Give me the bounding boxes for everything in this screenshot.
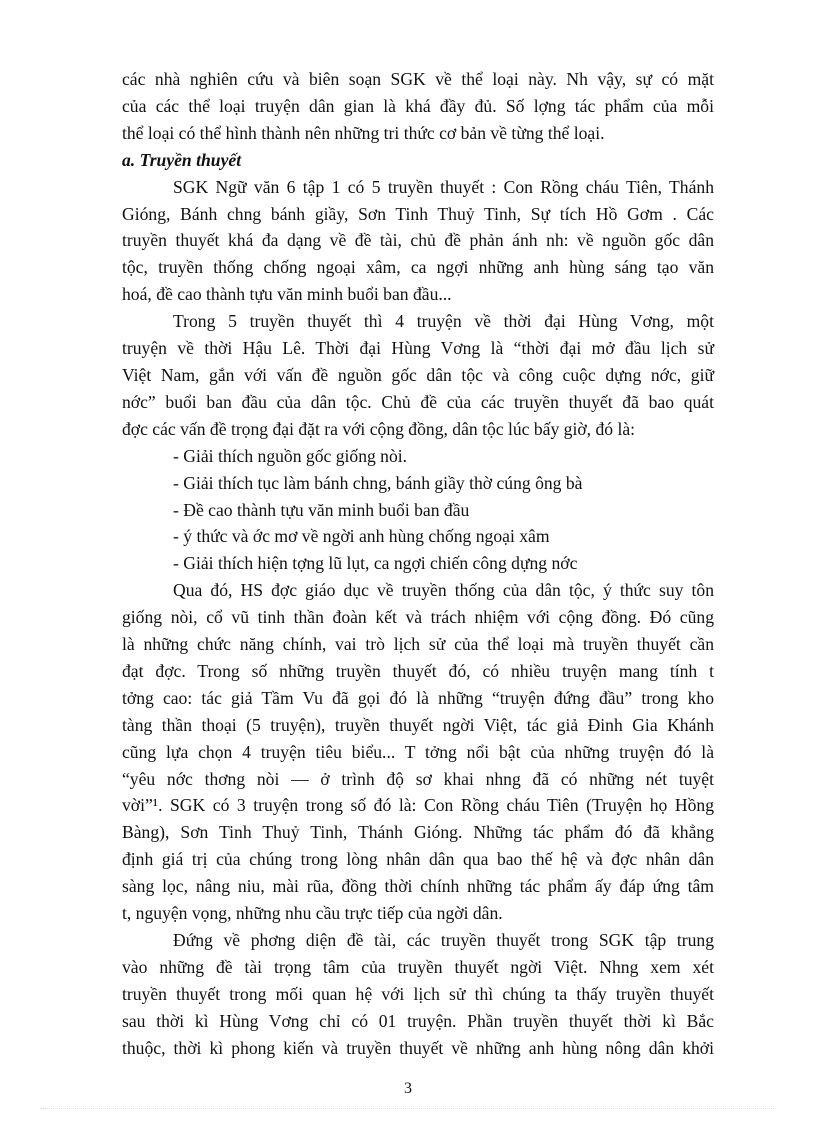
document-body: [122, 66, 714, 1062]
text-line: của các thể loại truyện dân gian là khá đầy đủ. Số lợng tác phẩm của mỗi: [122, 95, 714, 116]
text-line: thể loại có thể hình thành nên những tri thức cơ bản về từng thể loại.: [122, 122, 605, 143]
text-line: sau thời kì Hùng Vơng chỉ có 01 truyện. Phần truyền thuyết thời kì Bắc: [122, 1010, 714, 1031]
text-line: nớc” buổi ban đầu của dân tộc. Chủ đề của các truyền thuyết đã bao quát: [122, 391, 714, 412]
text-line: SGK Ngữ văn 6 tập 1 có 5 truyền thuyết : Con Rồng cháu Tiên, Thánh: [173, 176, 714, 197]
text-line: là những chức năng chính, vai trò lịch sử của thể loại mà truyền thuyết cần: [122, 634, 714, 655]
text-line: sàng lọc, nâng niu, mài rũa, đồng thời chính những tác phẩm ấy đáp ứng tâm: [122, 876, 714, 897]
text-line: t, nguyện vọng, những nhu cầu trực tiếp của ngời dân.: [122, 903, 503, 924]
text-line: Trong 5 truyền thuyết thì 4 truyện về thời đại Hùng Vơng, một: [173, 311, 714, 332]
text-line: tàng thần thoại (5 truyện), truyền thuyết ngời Việt, tác giả Đinh Gia Khánh: [122, 714, 714, 735]
text-line: Việt Nam, gắn với vấn đề nguồn gốc dân tộc và công cuộc dựng nớc, giữ: [122, 364, 714, 385]
text-line: đợc các vấn đề trọng đại đặt ra với cộng đồng, dân tộc lúc bấy giờ, đó là:: [122, 418, 636, 439]
text-line: Bàng), Sơn Tinh Thuỷ Tinh, Thánh Gióng. Những tác phẩm đó đã khẳng: [122, 822, 714, 843]
text-line: vào những đề tài trọng tâm của truyền thuyết ngời Việt. Nhng xem xét: [122, 956, 714, 977]
text-line: Qua đó, HS đợc giáo dục về truyền thống của dân tộc, ý thức suy tôn: [173, 580, 714, 601]
list-item: - Giải thích tục làm bánh chng, bánh giầy thờ cúng ông bà: [173, 472, 583, 493]
list-item: - Giải thích hiện tợng lũ lụt, ca ngợi chiến công dựng nớc: [173, 553, 578, 574]
text-line: truyền thuyết trong mối quan hệ với lịch sử thì chúng ta thấy truyền thuyết: [122, 983, 714, 1004]
text-line: Đứng về phơng diện đề tài, các truyền thuyết trong SGK tập trung: [173, 930, 714, 950]
text-line: truyền thuyết khá đa dạng về đề tài, chủ đề phản ánh nh: về nguồn gốc dân: [122, 230, 714, 251]
text-line: Gióng, Bánh chng bánh giầy, Sơn Tinh Thuỷ Tinh, Sự tích Hồ Gơm . Các: [122, 203, 714, 224]
text-line: đạt đợc. Trong số những truyền thuyết đó, có nhiều truyện mang tính t: [122, 660, 714, 681]
text-line: các nhà nghiên cứu và biên soạn SGK về thể loại này. Nh vậy, sự có mặt: [122, 69, 714, 89]
section-heading: a. Truyền thuyết: [122, 149, 242, 170]
text-line: định giá trị của chúng trong lòng nhân dân qua bao thế hệ và đợc nhân dân: [122, 849, 714, 870]
text-line: giống nòi, cổ vũ tinh thần đoàn kết và trách nhiệm với cộng đồng. Đó cũng: [122, 607, 714, 628]
list-item: - ý thức và ớc mơ về ngời anh hùng chống ngoại xâm: [173, 526, 550, 547]
text-line: hoá, đề cao thành tựu văn minh buổi ban đầu...: [122, 284, 452, 305]
text-line: vời”¹. SGK có 3 truyện trong số đó là: Con Rồng cháu Tiên (Truyện họ Hồng: [122, 795, 714, 816]
text-line: “yêu nớc thơng nòi — ở trình độ sơ khai nhng đã có những nét tuyệt: [122, 768, 714, 789]
text-line: tởng cao: tác giả Tầm Vu đã gọi đó là những “truyện đứng đầu” trong kho: [122, 687, 714, 708]
list-item: - Đề cao thành tựu văn minh buổi ban đầu: [173, 499, 470, 520]
list-item: - Giải thích nguồn gốc giống nòi.: [173, 445, 408, 466]
text-line: tộc, truyền thống chống ngoại xâm, ca ngợi những anh hùng sáng tạo văn: [122, 257, 714, 278]
text-line: truyện về thời Hậu Lê. Thời đại Hùng Vơng là “thời đại mở đầu lịch sử: [122, 338, 714, 359]
text-line: thuộc, thời kì phong kiến và truyền thuyết về những anh hùng nông dân khởi: [122, 1037, 714, 1058]
page-number: 3: [404, 1080, 412, 1097]
text-line: cũng lựa chọn 4 truyện tiêu biểu... T tởng nổi bật của những truyện đó là: [122, 741, 714, 762]
page-bottom-divider: [40, 1108, 776, 1109]
